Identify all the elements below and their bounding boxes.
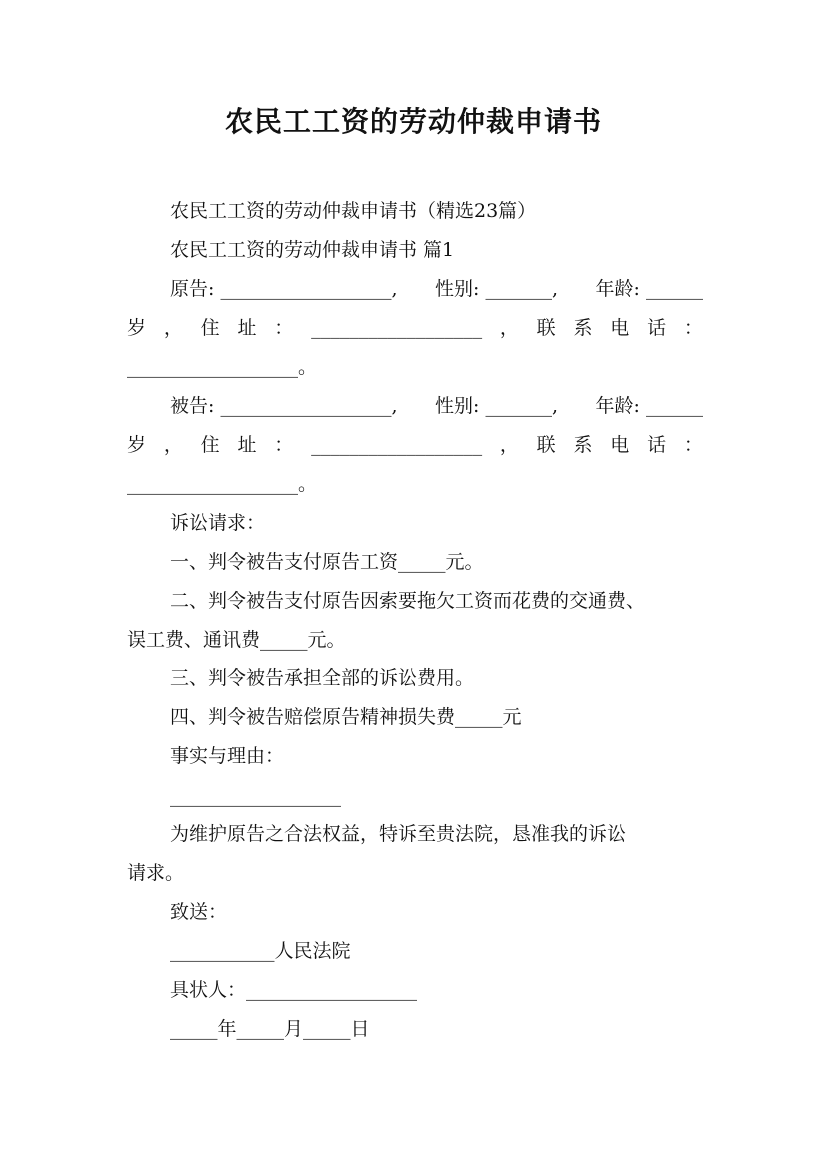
- signer-line: 具状人：__________________: [170, 979, 418, 1001]
- plaintiff-row-2: [127, 314, 703, 342]
- to-label: 致送：: [170, 901, 228, 923]
- defendant-age-unit: 岁: [127, 434, 147, 456]
- defendant-phone-blank: __________________。: [127, 473, 318, 495]
- defendant-address-blank: __________________: [311, 434, 483, 456]
- facts-heading: 事实与理由：: [170, 745, 285, 767]
- colon: ：: [683, 434, 703, 456]
- plaintiff-phone-blank: __________________。: [127, 356, 318, 378]
- defendant-row-1: [170, 392, 703, 420]
- claim-4: 四、判令被告赔偿原告精神损失费_____元: [170, 706, 522, 728]
- phone-label-char: 联: [536, 317, 556, 339]
- phone-label-char: 话: [647, 317, 667, 339]
- plaintiff-address-blank: __________________: [311, 317, 483, 339]
- colon: ：: [683, 317, 703, 339]
- defendant-row-2: [127, 431, 703, 459]
- comma: ，: [163, 434, 183, 456]
- court-name: ___________人民法院: [170, 940, 351, 962]
- defendant-gender-field: 性别: _______,: [435, 395, 558, 417]
- comma: ，: [499, 317, 519, 339]
- phone-label-char: 电: [610, 434, 630, 456]
- address-label-char: 址: [237, 434, 257, 456]
- closing-line-2: 请求。: [127, 862, 185, 884]
- address-label-char: 住: [200, 317, 220, 339]
- claim-2-line-1: 二、判令被告支付原告因索要拖欠工资而花费的交通费、: [170, 590, 646, 612]
- phone-label-char: 电: [610, 317, 630, 339]
- claim-1: 一、判令被告支付原告工资_____元。: [170, 551, 484, 573]
- claim-2-line-2: 误工费、通讯费_____元。: [127, 629, 346, 651]
- address-label-char: 住: [200, 434, 220, 456]
- phone-label-char: 联: [536, 434, 556, 456]
- section-heading: 农民工工资的劳动仲裁申请书 篇1: [170, 239, 455, 261]
- colon: ：: [274, 317, 294, 339]
- phone-label-char: 系: [573, 434, 593, 456]
- defendant-name-field: 被告: __________________,: [170, 395, 398, 417]
- defendant-age-field: 年龄: ______: [595, 395, 703, 417]
- document-subtitle: 农民工工资的劳动仲裁申请书（精选23篇）: [170, 200, 537, 222]
- plaintiff-age-unit: 岁: [127, 317, 147, 339]
- address-label-char: 址: [237, 317, 257, 339]
- claims-heading: 诉讼请求：: [170, 512, 266, 534]
- phone-label-char: 系: [573, 317, 593, 339]
- comma: ，: [163, 317, 183, 339]
- plaintiff-age-field: 年龄: ______: [595, 278, 703, 300]
- plaintiff-name-field: 原告: __________________,: [170, 278, 398, 300]
- plaintiff-row-1: [170, 275, 703, 303]
- claim-3: 三、判令被告承担全部的诉讼费用。: [170, 667, 475, 689]
- colon: ：: [274, 434, 294, 456]
- document-title: 农民工工资的劳动仲裁申请书: [224, 105, 602, 138]
- closing-line-1: 为维护原告之合法权益，特诉至贵法院，恳准我的诉讼: [170, 823, 627, 845]
- facts-blank: __________________: [170, 785, 341, 807]
- comma: ，: [499, 434, 519, 456]
- phone-label-char: 话: [647, 434, 667, 456]
- date-line: _____年_____月_____日: [170, 1018, 370, 1040]
- plaintiff-gender-field: 性别: _______,: [435, 278, 558, 300]
